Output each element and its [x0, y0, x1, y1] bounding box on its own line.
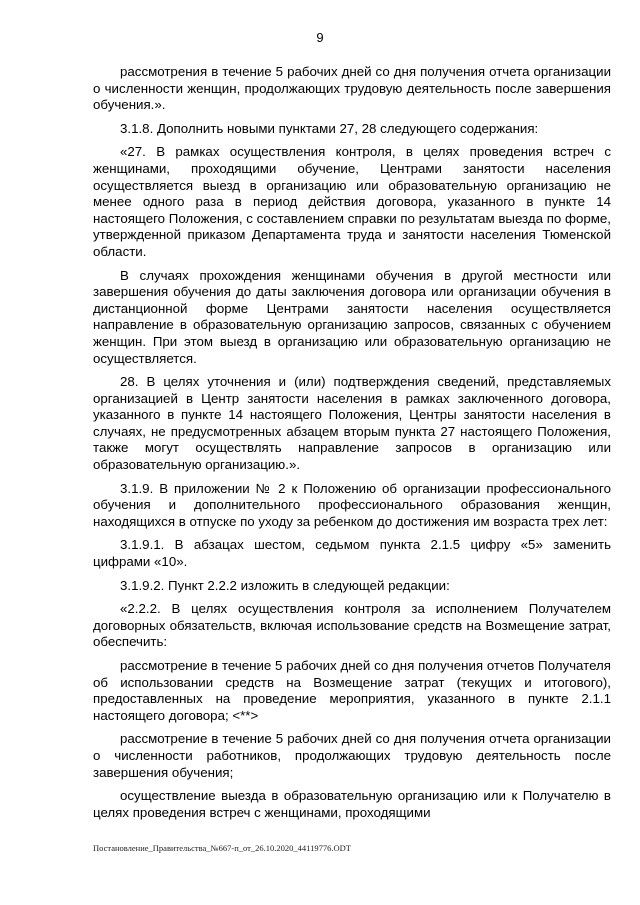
paragraph-item-27: «27. В рамках осуществления контроля, в целях проведения встреч с женщинами, проходящими обучение, Центрами занятости населения осуществляется выезд в организацию или образовательную организацию не менее одного раза в период действия договора, указанного в пункте 14 настоящего Положения, с составлением справки по результатам выезда по форме, утвержденной приказом Департамента труда и занятости населения Тюменской области.: [93, 144, 611, 259]
paragraph-3-1-9-2: 3.1.9.2. Пункт 2.2.2 изложить в следующей редакции:: [120, 577, 450, 593]
paragraph-site-visit: осуществление выезда в образовательную организацию или к Получателю в целях проведения встреч с женщинами, проходящими: [93, 788, 611, 820]
paragraph-continuation: рассмотрения в течение 5 рабочих дней со дня получения отчета организации о численности женщин, продолжающих трудовую деятельность после завершения обучения.».: [93, 64, 611, 113]
paragraph-item-28: 28. В целях уточнения и (или) подтверждения сведений, представляемых организацией в Центр занятости населения в рамках заключенного договора, указанного в пункте 14 настоящего Положения, Центры занятости населения в случаях, не предусмотренных абзацем вторым пункта 27 настоящего Положения, также могут осуществлять направление запросов в организацию или образовательную организацию.».: [93, 374, 611, 473]
paragraph-review-employment: рассмотрение в течение 5 рабочих дней со дня получения отчета организации о численности работников, продолжающих трудовую деятельность после завершения обучения;: [93, 731, 611, 780]
paragraph-item-27-second: В случаях прохождения женщинами обучения в другой местности или завершения обучения до даты заключения договора или организации обучения в дистанционной форме Центрами занятости населения осуществляется направление в образовательную организацию запросов, связанных с обучением женщин. При этом выезд в организацию или образовательную организацию не осуществляется.: [93, 267, 611, 366]
paragraph-3-1-8: 3.1.8. Дополнить новыми пунктами 27, 28 следующего содержания:: [120, 120, 539, 136]
paragraph-2-2-2: «2.2.2. В целях осуществления контроля за исполнением Получателем договорных обязательств, включая использование средств на Возмещение затрат, обеспечить:: [93, 601, 611, 650]
paragraph-review-reports: рассмотрение в течение 5 рабочих дней со дня получения отчетов Получателя об использовании средств на Возмещение затрат (текущих и итогового), предоставленных на проведение мероприятия, указанного в пункте 2.1.1 настоящего договора; <**>: [93, 658, 611, 723]
page-number: 9: [316, 30, 324, 45]
document-body: [93, 64, 611, 828]
footer-filename: Постановление_Правительства_№667-п_от_26.10.2020_44119776.ODT: [93, 843, 351, 853]
paragraph-3-1-9-1: 3.1.9.1. В абзацах шестом, седьмом пункта 2.1.5 цифру «5» заменить цифрами «10».: [93, 537, 611, 570]
paragraph-3-1-9: 3.1.9. В приложении № 2 к Положению об организации профессионального обучения и дополнительного профессионального образования женщин, находящихся в отпуске по уходу за ребенком до достижения им возраста трех лет:: [93, 480, 611, 529]
